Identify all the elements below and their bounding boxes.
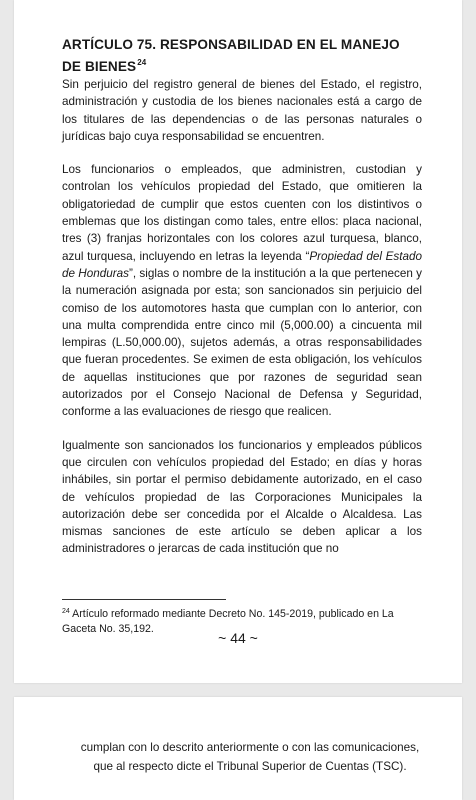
article-heading-text: ARTÍCULO 75. RESPONSABILIDAD EN EL MANEJO DE BIENES <box>62 37 400 74</box>
page-number: ~ 44 ~ <box>218 630 258 646</box>
article-heading <box>62 36 422 76</box>
footnote-number: 24 <box>62 608 70 615</box>
paragraph-2 <box>62 161 422 420</box>
paragraph-2-text-start: Los funcionarios o empleados, que administren, custodian y controlan los vehículos propiedad del Estado, que omitieren la obligatoriedad de cumplir que estos cuenten con los distintivos o emblemas que los distingan como tales, entre ellos: placa nacional, tres (3) franjas horizontales con los colores azul turquesa, blanco, azul turquesa, incluyendo en letras la leyenda “ <box>62 163 422 263</box>
document-page-45 <box>14 697 462 800</box>
paragraph-gap <box>62 145 422 161</box>
paragraph-gap <box>62 421 422 437</box>
paragraph-3: Igualmente son sancionados los funcionarios y empleados públicos que circulen con vehículos propiedad del Estado; en días y horas inhábiles, sin portar el permiso debidamente autorizado, en el caso de vehículos propiedad de las Corporaciones Municipales la autorización debe ser concedida por el Alcalde o Alcaldesa. Las mismas sanciones de este artículo se deben aplicar a los administradores o jerarcas de cada institución que no <box>62 438 422 556</box>
paragraph-2-italic-legend: Propiedad del Estado de Honduras <box>62 249 422 280</box>
footnote-separator <box>62 599 226 600</box>
page-body <box>62 36 422 558</box>
document-page-44 <box>14 0 462 683</box>
page-body <box>70 739 430 776</box>
continuation-paragraph: cumplan con lo descrito anteriormente o con las comunicaciones, que al respecto dicte el Tribunal Superior de Cuentas (TSC). <box>80 741 420 773</box>
paragraph-2-text-end: ”, siglas o nombre de la institución a la que pertenecen y la numeración asignada por esta; son sancionados sin perjuicio del comiso de los automotores hasta que cumplan con lo anterior, con una multa comprendida entre cinco mil (5,000.00) a cincuenta mil lempiras (L.50,000.00), sujetos además, a otras responsabilidades que fueran procedentes. Se eximen de esta obligación, los vehículos de aquellas instituciones que por razones de seguridad sean autorizados por el Consejo Nacional de Defensa y Seguridad, conforme a las evaluaciones de riesgo que realicen. <box>62 266 422 419</box>
footnote-text: Artículo reformado mediante Decreto No. 145-2019, publicado en La Gaceta No. 35,192. <box>62 608 394 635</box>
paragraph-1: Sin perjuicio del registro general de bienes del Estado, el registro, administración y custodia de los bienes nacionales está a cargo de los titulares de las dependencias o de las personas naturales o jurídicas bajo cuya responsabilidad se encuentren. <box>62 78 422 143</box>
footnote-reference[interactable]: 24 <box>137 58 147 67</box>
